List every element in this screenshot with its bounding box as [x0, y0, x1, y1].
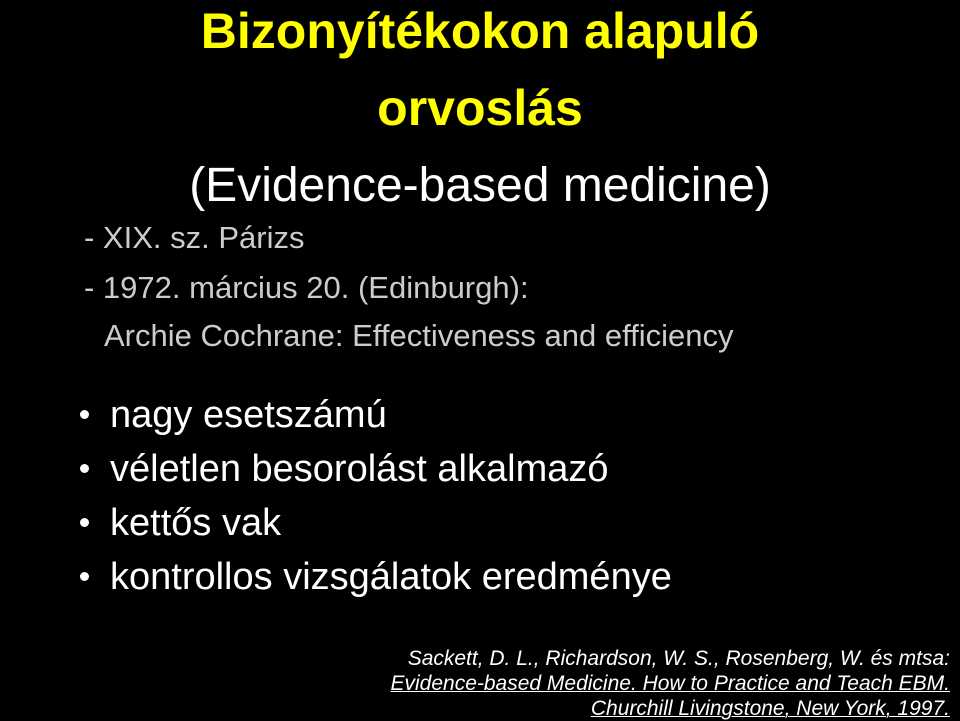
reference-authors: Sackett, D. L., Richardson, W. S., Rosenberg, W. és mtsa: — [407, 647, 950, 670]
bullet-dot-icon — [80, 464, 89, 473]
bullet-text: kontrollos vizsgálatok eredménye — [110, 556, 672, 598]
reference-publisher: Churchill Livingstone, New York, 1997. — [590, 697, 950, 720]
title-line-2: orvoslás — [377, 80, 583, 136]
history-line-edinburgh: - 1972. március 20. (Edinburgh): — [84, 270, 529, 305]
bullet-dot-icon — [80, 572, 89, 581]
bullet-dot-icon — [80, 410, 89, 419]
history-line-paris: - XIX. sz. Párizs — [84, 220, 305, 255]
bullet-dot-icon — [80, 518, 89, 527]
history-line-cochrane: Archie Cochrane: Effectiveness and efficiency — [104, 318, 734, 353]
bullet-text: véletlen besorolást alkalmazó — [110, 448, 609, 490]
slide-subtitle: (Evidence-based medicine) — [189, 159, 771, 212]
bullet-text: nagy esetszámú — [110, 394, 387, 436]
reference-citation — [390, 646, 950, 721]
title-line-1: Bizonyítékokon alapuló — [200, 3, 760, 59]
reference-book-title: Evidence-based Medicine. How to Practice and Teach EBM. — [390, 672, 950, 695]
bullet-text: kettős vak — [110, 502, 282, 544]
